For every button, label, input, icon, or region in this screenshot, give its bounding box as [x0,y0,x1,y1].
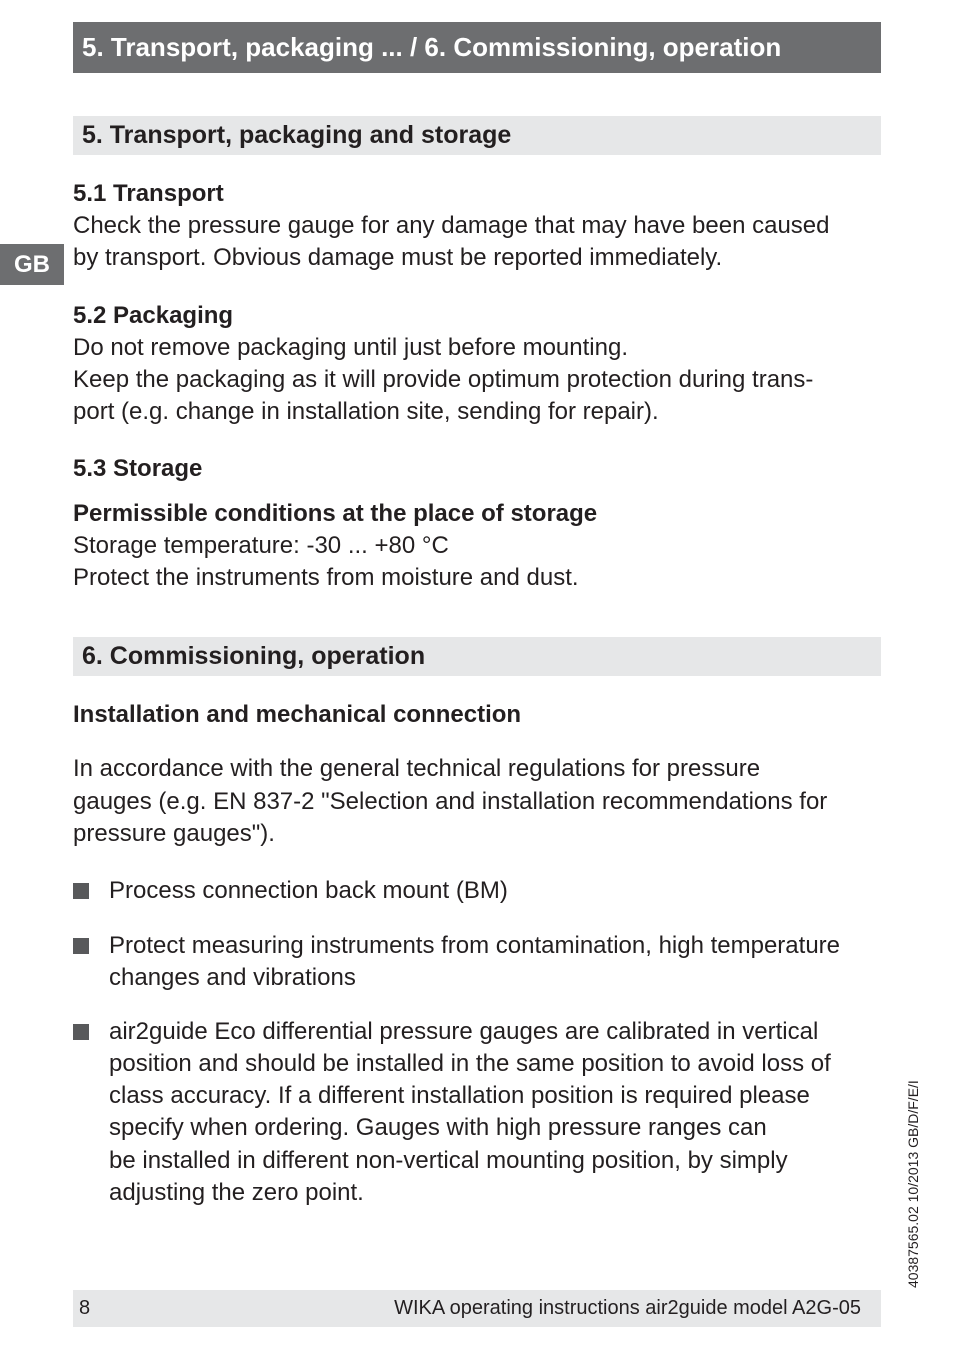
page-footer [73,1290,881,1327]
packaging-line-3: port (e.g. change in installation site, sending for repair). [73,398,659,425]
bullet-3-line-6: adjusting the zero point. [109,1179,364,1206]
section-6-title: 6. Commissioning, operation [73,637,881,676]
language-tab: GB [0,244,64,285]
storage-conditions-heading: Permissible conditions at the place of storage [73,500,598,527]
intro-line-2: gauges (e.g. EN 837-2 "Selection and installation recommendations for [73,788,828,815]
heading-packaging: 5.2 Packaging [73,302,234,329]
bullet-2-line-1: Protect measuring instruments from contamination, high temperature [109,932,841,959]
bullet-1-line-1: Process connection back mount (BM) [109,877,508,904]
bullet-3-line-5: be installed in different non-vertical mounting position, by simply [109,1147,788,1174]
heading-transport: 5.1 Transport [73,180,224,207]
bullet-3-line-2: position and should be installed in the same position to avoid loss of [109,1050,831,1077]
transport-line-1: Check the pressure gauge for any damage that may have been caused [73,212,830,239]
page-number: 8 [79,1297,91,1319]
packaging-line-2: Keep the packaging as it will provide optimum protection during trans- [73,366,814,393]
bullet-marker [73,883,89,899]
document-code: 40387565.02 10/2013 GB/D/F/E/I [905,1080,921,1288]
bullet-3-line-3: class accuracy. If a different installation position is required please [109,1082,810,1109]
bullet-marker [73,938,89,954]
intro-line-1: In accordance with the general technical regulations for pressure [73,755,761,782]
bullet-3-line-1: air2guide Eco differential pressure gauges are calibrated in vertical [109,1018,819,1045]
footer-doc-title: WIKA operating instructions air2guide model A2G-05 [394,1297,861,1319]
bullet-2-line-2: changes and vibrations [109,964,356,991]
intro-line-3: pressure gauges"). [73,820,275,847]
bullet-marker [73,1024,89,1040]
packaging-line-1: Do not remove packaging until just before mounting. [73,334,628,361]
bullet-3-line-4: specify when ordering. Gauges with high pressure ranges can [109,1114,767,1141]
storage-line-1: Storage temperature: -30 ... +80 °C [73,532,449,559]
heading-storage: 5.3 Storage [73,455,203,482]
installation-heading: Installation and mechanical connection [73,701,522,728]
section-5-title: 5. Transport, packaging and storage [73,116,881,155]
transport-line-2: by transport. Obvious damage must be reported immediately. [73,244,723,271]
storage-line-2: Protect the instruments from moisture and dust. [73,564,579,591]
page-header: 5. Transport, packaging ... / 6. Commissioning, operation [73,22,881,73]
